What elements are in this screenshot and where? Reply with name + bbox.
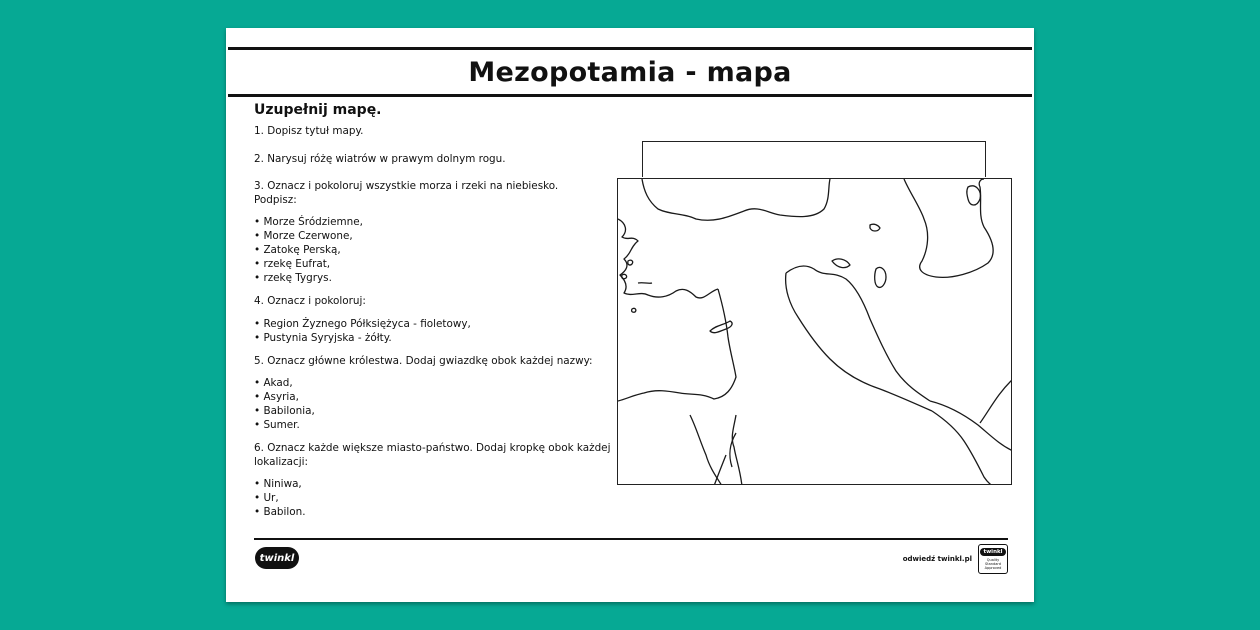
sinai-west bbox=[690, 415, 722, 485]
step-6 bbox=[254, 442, 624, 469]
red-sea-coast bbox=[714, 455, 726, 485]
island-1 bbox=[628, 260, 633, 265]
list-item: • Niniwa, bbox=[254, 477, 624, 491]
lake-urmia bbox=[875, 267, 886, 287]
badge-subtitle: Quality Standard Approved bbox=[984, 558, 1002, 570]
cyprus bbox=[710, 321, 732, 333]
title-bar bbox=[228, 47, 1032, 97]
quality-badge bbox=[978, 544, 1008, 574]
step-3-tail: Podpisz: bbox=[254, 193, 297, 206]
list-item: • Babilon. bbox=[254, 505, 624, 519]
island-4 bbox=[638, 283, 652, 284]
gulf-east-coast bbox=[930, 401, 1012, 451]
step-6-text: 6. Oznacz każde większe miasto-państwo. Dodaj kropkę obok każdej bbox=[254, 442, 611, 454]
island-2 bbox=[622, 274, 627, 278]
list-item: • Morze Śródziemne, bbox=[254, 215, 624, 229]
aegean-coast bbox=[618, 219, 718, 298]
step-4: 4. Oznacz i pokoloruj: bbox=[254, 295, 366, 307]
list-item: • rzekę Tygrys. bbox=[254, 271, 624, 285]
instructions-heading: Uzupełnij mapę. bbox=[254, 102, 382, 118]
instructions bbox=[254, 102, 624, 529]
list-item: • Pustynia Syryjska - żółty. bbox=[254, 331, 624, 345]
list-item: • Morze Czerwone, bbox=[254, 229, 624, 243]
step-2: 2. Narysuj różę wiatrów w prawym dolnym rogu. bbox=[254, 152, 506, 165]
list-item: • Akad, bbox=[254, 376, 624, 390]
persian-gulf-north bbox=[786, 266, 930, 401]
worksheet bbox=[226, 28, 1034, 602]
sinai-east bbox=[732, 415, 742, 485]
list-item: • Babilonia, bbox=[254, 404, 624, 418]
list-item: • Asyria, bbox=[254, 390, 624, 404]
page-title: Mezopotamia - mapa bbox=[468, 56, 792, 88]
step-5: 5. Oznacz główne królestwa. Dodaj gwiazdkę obok każdej nazwy: bbox=[254, 354, 593, 367]
step-1: 1. Dopisz tytuł mapy. bbox=[254, 125, 364, 137]
list-item: • Region Żyznego Półksiężyca - fioletowy, bbox=[254, 317, 624, 331]
list-item: • Ur, bbox=[254, 491, 624, 505]
list-item: • Sumer. bbox=[254, 418, 624, 432]
map-title-box[interactable] bbox=[642, 141, 986, 177]
list-item: • Zatokę Perską, bbox=[254, 243, 624, 257]
twinkl-logo: twinkl bbox=[255, 547, 299, 569]
caspian-bay bbox=[967, 186, 981, 205]
badge-title: twinkl bbox=[980, 548, 1005, 556]
step-3 bbox=[254, 180, 624, 207]
step-3-text: 3. Oznacz i pokoloruj wszystkie morza i rzeki na niebiesko. bbox=[254, 180, 559, 192]
black-sea-coast bbox=[642, 179, 830, 220]
step-6-list bbox=[254, 477, 624, 519]
arabia-coast bbox=[932, 411, 994, 485]
list-item: • rzekę Eufrat, bbox=[254, 257, 624, 271]
outline-map bbox=[617, 178, 1012, 485]
east-coast bbox=[980, 379, 1012, 423]
levant-coast bbox=[618, 289, 736, 401]
step-5-list bbox=[254, 376, 624, 432]
island-3 bbox=[632, 308, 636, 312]
lake-small bbox=[832, 259, 850, 268]
lake-van bbox=[870, 224, 880, 231]
footer-divider bbox=[254, 538, 1008, 540]
visit-link[interactable]: odwiedź twinkl.pl bbox=[902, 555, 972, 563]
step-3-list bbox=[254, 215, 624, 285]
map-outline-svg bbox=[618, 179, 1012, 485]
step-4-list bbox=[254, 317, 624, 345]
step-6-tail: lokalizacji: bbox=[254, 455, 309, 468]
